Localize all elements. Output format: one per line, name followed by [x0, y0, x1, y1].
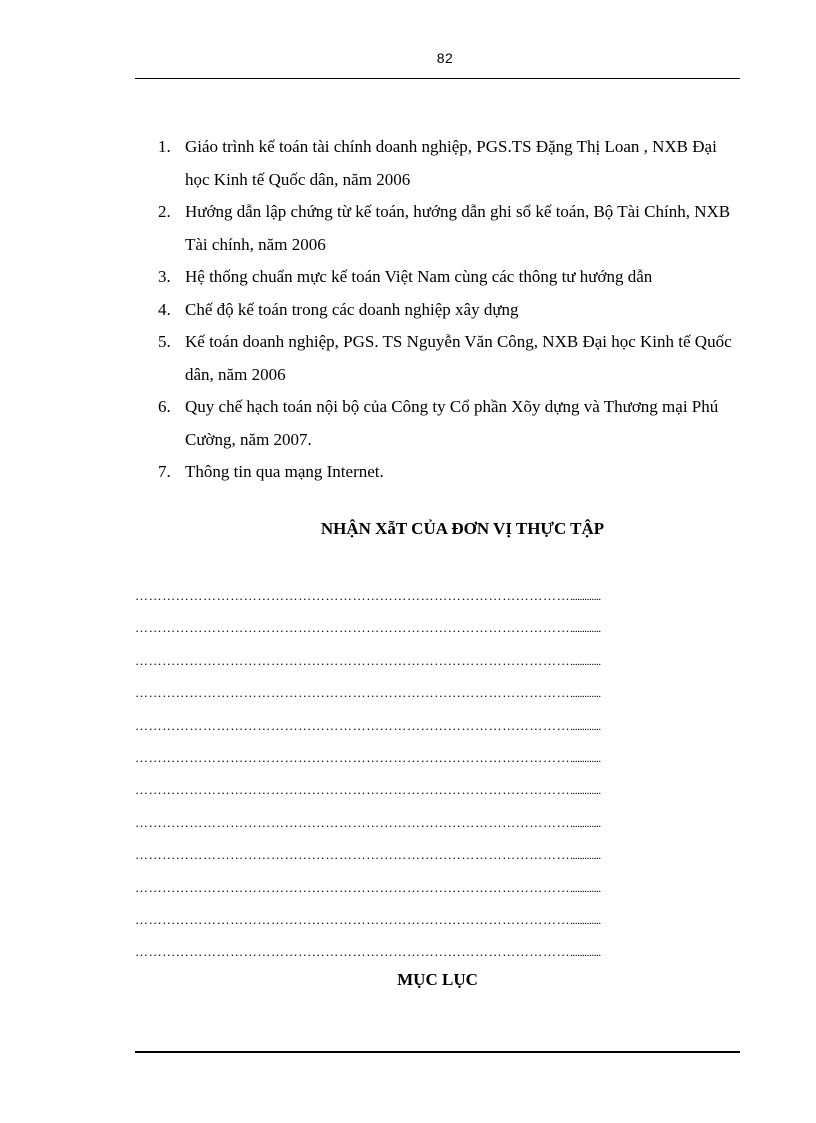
dotted-line-tail: ............. [570, 720, 601, 733]
dotted-line-tail: ............. [570, 623, 601, 636]
dotted-line-tail: ............. [570, 591, 601, 603]
reference-list [158, 131, 733, 489]
page-number [0, 50, 816, 66]
reference-text: Hệ thống chuẩn mực kế toán Việt Nam cùng các thông tư hướng dẫn [185, 267, 653, 286]
dotted-line-tail: ............. [570, 752, 601, 765]
dotted-line [135, 618, 738, 650]
evaluation-title [135, 519, 740, 539]
reference-number: 6. [158, 397, 171, 416]
reference-text: Giáo trình kế toán tài chính doanh nghiệp, PGS.TS Đặng Thị Loan , NXB Đại học Kinh tế Quốc dân, năm 2006 [185, 137, 717, 189]
page-number-text: 82 [436, 50, 454, 66]
dotted-line-tail: ............. [570, 655, 601, 668]
dotted-line [135, 651, 738, 683]
reference-number: 1. [158, 137, 171, 156]
toc-title-text: MỤC LỤC [397, 970, 478, 989]
dotted-line-tail: ............. [570, 688, 601, 701]
reference-text: Chế độ kế toán trong các doanh nghiệp xây dựng [185, 299, 519, 319]
reference-item [158, 326, 733, 391]
toc-title [135, 970, 740, 990]
dotted-line-tail: ............. [570, 947, 601, 960]
dotted-line-main: …………………………………………………………………………………… [135, 782, 571, 798]
reference-text: Hướng dẫn lập chứng từ kế toán, hướng dẫn ghi sổ kế toán, Bộ Tài Chính, NXB Tài chính, năm 2006 [185, 202, 731, 254]
dotted-line-main: …………………………………………………………………………………… [135, 717, 571, 733]
evaluation-title-text: NHẬN XẫT CỦA ĐƠN VỊ THỰC TẬP [320, 519, 605, 538]
dotted-line-tail: ............. [570, 817, 601, 830]
reference-item [158, 261, 733, 294]
reference-number: 5. [158, 332, 171, 351]
dotted-line-main: …………………………………………………………………………………… [135, 652, 571, 668]
reference-item [158, 456, 733, 489]
evaluation-lines [135, 586, 738, 975]
dotted-line [135, 878, 738, 910]
dotted-line [135, 716, 738, 748]
dotted-line [135, 780, 738, 812]
dotted-line-main: …………………………………………………………………………………… [135, 685, 571, 701]
dotted-line [135, 910, 738, 942]
dotted-line-main: …………………………………………………………………………………… [135, 847, 571, 863]
dotted-line-tail: ............. [570, 785, 601, 798]
reference-number: 3. [158, 267, 171, 286]
reference-number: 7. [158, 462, 171, 481]
reference-text: Thông tin qua mạng Internet. [185, 462, 384, 481]
reference-item [158, 294, 733, 327]
header-rule [135, 78, 740, 79]
reference-item [158, 391, 733, 456]
reference-text: Kế toán doanh nghiệp, PGS. TS Nguyễn Văn Công, NXB Đại học Kinh tế Quốc dân, năm 2006 [185, 332, 732, 384]
reference-item [158, 131, 733, 196]
dotted-line-tail: ............. [570, 882, 601, 895]
dotted-line-main: …………………………………………………………………………………… [135, 944, 571, 960]
dotted-line-main: …………………………………………………………………………………… [135, 620, 571, 636]
reference-item [158, 196, 733, 261]
reference-number: 2. [158, 202, 171, 221]
reference-text: Quy chế hạch toán nội bộ của Công ty Cổ phần Xõy dựng và Thương mại Phú Cường, năm 2007. [185, 397, 719, 449]
dotted-line-main: …………………………………………………………………………………… [135, 911, 571, 927]
dotted-line-main: …………………………………………………………………………………… [135, 814, 571, 830]
dotted-line [135, 748, 738, 780]
dotted-line-main: …………………………………………………………………………………… [135, 749, 571, 765]
dotted-line [135, 683, 738, 715]
dotted-line [135, 586, 738, 618]
dotted-line [135, 813, 738, 845]
footer-rule [135, 1051, 740, 1053]
dotted-line-main: …………………………………………………………………………………… [135, 588, 571, 603]
dotted-line-tail: ............. [570, 850, 601, 863]
dotted-line [135, 845, 738, 877]
dotted-line-tail: ............. [570, 914, 601, 927]
dotted-line-main: …………………………………………………………………………………… [135, 879, 571, 895]
reference-number: 4. [158, 299, 171, 319]
